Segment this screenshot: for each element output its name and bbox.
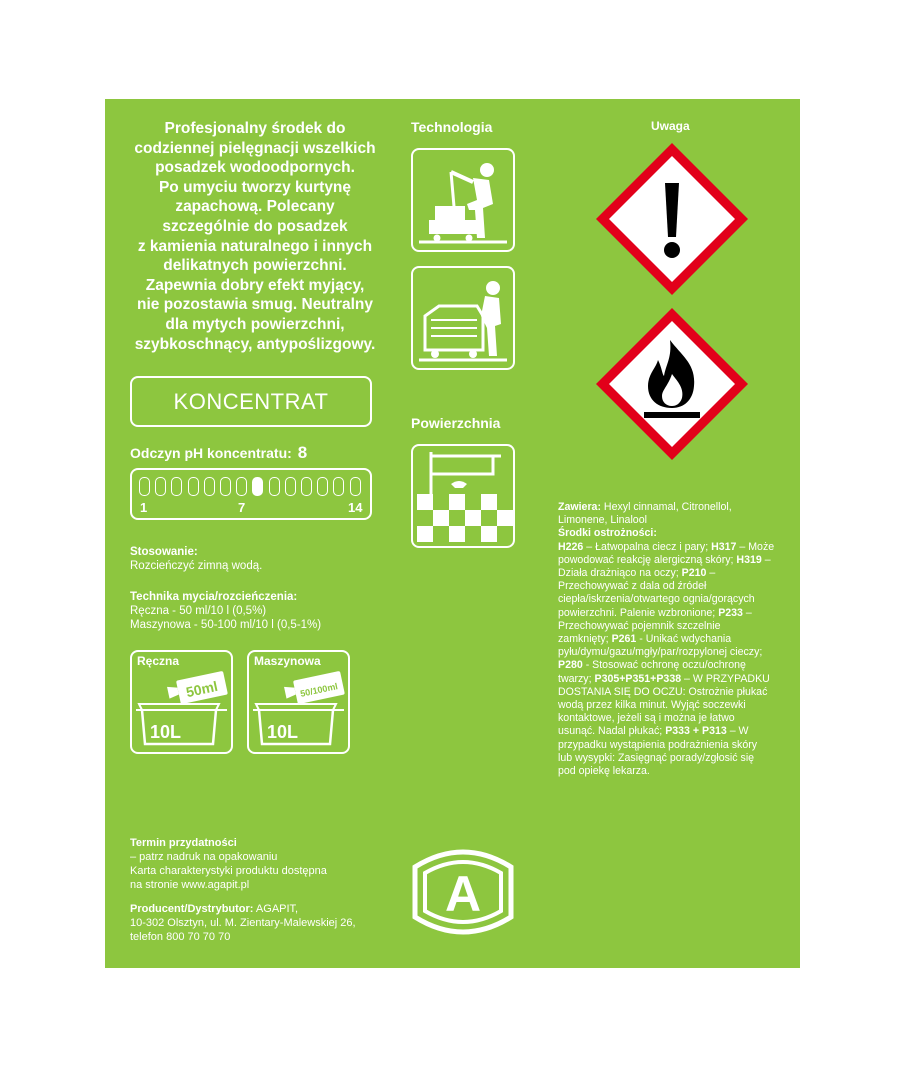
floor-tile [417,526,433,542]
intro-line: posadzek wodoodpornych. [155,159,355,177]
hazard-line: twarzy; P305+P351+P338 – W PRZYPADKU [558,672,770,685]
agapit-logo-icon [411,837,515,947]
hazard-line: pod opiekę lekarza. [558,765,650,778]
hazard-line: wodą przez kilka minut. Wyjąć soczewki [558,699,746,712]
hazard-line: DOSTANIA SIĘ DO OCZU: Ostrożnie płukać [558,685,768,698]
manual-dosing-box [130,650,233,754]
ph-cell [285,477,296,496]
floor-tile [449,494,465,510]
usage-section [130,545,262,573]
hazard-line: Przechowywać pojemnik szczelnie [558,619,721,632]
producer-title: Producent/Dystrybutor: [130,903,254,915]
product-label [105,99,800,968]
intro-line: zapachową. Polecany [175,198,335,216]
logo-letter: A [444,866,482,922]
ph-cell [155,477,166,496]
technology-picto-2 [411,266,515,370]
ph-cell [301,477,312,496]
hazard-line: P280 - Stosować ochronę oczu/ochronę [558,659,746,672]
hazard-line: Przechowywać z dala od źródeł [558,580,707,593]
intro-line: nie pozostawia smug. Neutralny [137,296,373,314]
producer-section [130,902,356,944]
ph-scale-mid: 7 [238,500,246,515]
koncentrat-badge [130,376,372,427]
hazard-line: pyłu/dymu/gazu/mgły/par/rozpylonej cieczy; [558,646,763,659]
usage-text: Rozcieńczyć zimną wodą. [130,560,263,572]
checkered-floor-icon [411,444,515,548]
hazard-line: lub wysypki: Zasięgnąć porady/zgłosić się [558,751,755,764]
shelf-life-line2: Karta charakterystyki produktu dostępna [130,865,327,877]
hazard-line: Limonene, Linalool [558,514,647,527]
exclamation-hazard [592,139,752,299]
hazard-statements [558,501,774,778]
shelf-life-line3: na stronie www.agapit.pl [130,879,250,891]
ph-cell [317,477,328,496]
intro-line: codziennej pielęgnacji wszelkich [134,139,376,157]
hazard-line: Zawiera: Hexyl cinnamal, Citronellol, [558,501,732,513]
ph-cell [139,477,150,496]
ph-cell [333,477,344,496]
ph-cell [236,477,247,496]
floor-tile [417,494,433,510]
technique-title: Technika mycia/rozcieńczenia: [130,591,298,603]
technique-section [130,590,321,632]
technique-manual: Ręczna - 50 ml/10 l (0,5%) [130,605,267,617]
koncentrat-label: KONCENTRAT [173,388,329,414]
hazard-line: powierzchni. Palenie wzbronione; P233 – [558,606,752,619]
machine-dosing-icon [247,650,350,754]
ph-title [130,443,307,463]
surface-picto [411,444,515,548]
machine-volume-text: 10L [267,722,299,742]
shelf-life-title: Termin przydatności [130,837,237,849]
hazard-line: Środki ostrożności: [558,527,657,540]
intro-line: dla mytych powierzchni, [165,315,345,333]
manual-dose-text: 50ml [184,677,220,701]
ph-scale-max: 14 [348,500,363,515]
hazard-line: H226 – Łatwopalna ciecz i pary; H317 – Może [558,540,775,553]
machine-dosing-title: Maszynowa [254,654,321,668]
ph-cell [350,477,361,496]
hazard-line: usunąć. Nadal płukać; P333 + P313 – W [558,725,749,738]
shelf-life-line1: – patrz nadruk na opakowaniu [130,851,278,863]
exclamation-hazard-icon [592,139,752,299]
floor-tile [433,510,449,526]
manual-dosing-icon [130,650,233,754]
ph-cell [220,477,231,496]
manual-volume-text: 10L [150,722,182,742]
hazard-line: Działa drażniąco na oczy; P210 – [558,567,716,580]
agapit-logo [411,837,515,947]
product-description [130,119,380,354]
ph-title-text: Odczyn pH koncentratu: [130,445,292,461]
ph-marker [252,477,263,496]
ph-cell [269,477,280,496]
ph-scale [130,468,372,520]
technology-title: Technologia [411,119,493,135]
flame-hazard-icon [592,304,752,464]
ph-scale-min: 1 [140,500,148,515]
intro-line: z kamienia naturalnego i innych [137,237,373,255]
ph-cell [204,477,215,496]
intro-line: szczególnie do posadzek [162,217,348,235]
intro-line: Po umyciu tworzy kurtynę [158,178,352,196]
technique-machine: Maszynowa - 50-100 ml/10 l (0,5-1%) [130,619,322,631]
machine-dose-text: 50/100ml [299,681,339,699]
floor-tile [481,494,497,510]
surface-title: Powierzchnia [411,415,501,431]
ph-value: 8 [297,443,308,462]
floor-scrubber-machine-icon [411,266,515,370]
hazard-line: przypadku wystąpienia podrażnienia skóry [558,738,758,751]
flame-hazard [592,304,752,464]
ph-cell [188,477,199,496]
floor-tile [449,526,465,542]
hazard-line: ciepła/iskrzenia/otwartego ognia/gorących [558,593,755,606]
intro-line: Profesjonalny środek do [164,120,346,137]
floor-tile [481,526,497,542]
worker-with-trolley-icon [411,148,515,252]
ph-cell [171,477,182,496]
floor-tile [497,510,513,526]
technology-picto-1 [411,148,515,252]
intro-line: Zapewnia dobry efekt myjący, [145,276,365,294]
intro-line: delikatnych powierzchni. [163,257,347,275]
usage-title: Stosowanie: [130,546,198,558]
hazard-line: zamknięty; P261 - Unikać wdychania [558,633,732,646]
producer-phone: telefon 800 70 70 70 [130,931,231,943]
producer-address: 10-302 Olsztyn, ul. M. Zientary-Malewskiej 26, [130,917,356,929]
shelf-life-section [130,836,327,892]
machine-dosing-box [247,650,350,754]
warning-title: Uwaga [651,119,690,133]
floor-tile [465,510,481,526]
producer-name: AGAPIT, [255,903,299,915]
hazard-line: powodować reakcję alergiczną skóry; H319 – [558,553,771,566]
hazard-line: kontaktowe, jeżeli są i można je łatwo [558,712,735,725]
manual-dosing-title: Ręczna [137,654,180,668]
intro-line: szybkoschnący, antypoślizgowy. [134,335,376,353]
